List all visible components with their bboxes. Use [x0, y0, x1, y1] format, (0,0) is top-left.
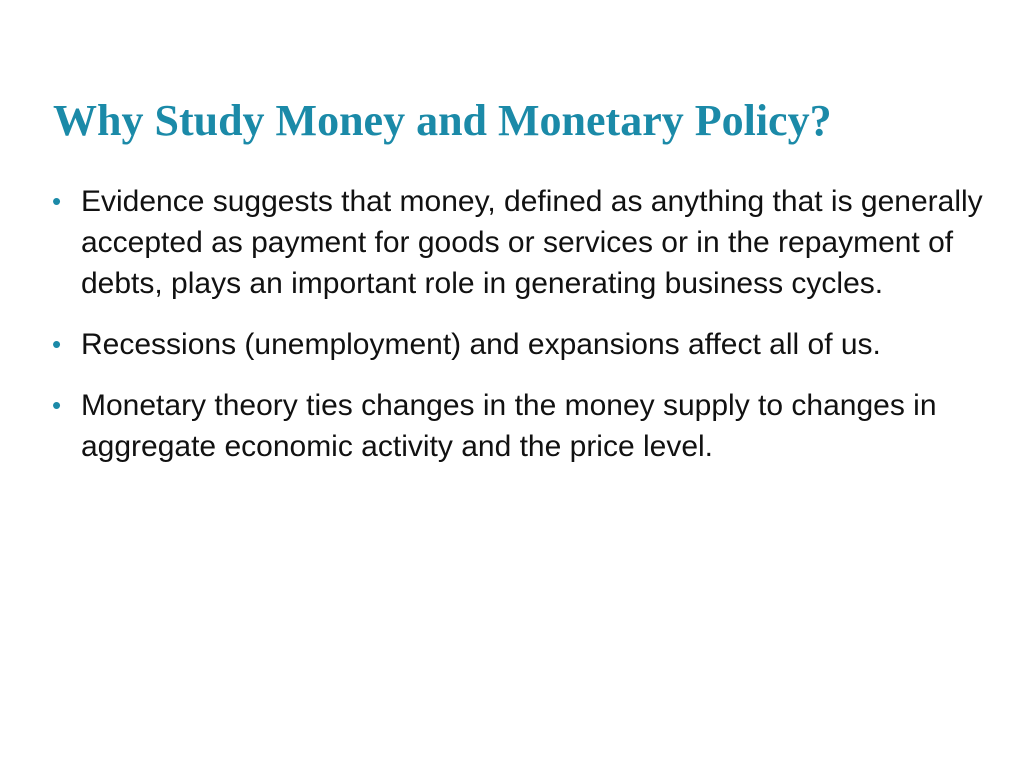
bullet-icon: • — [52, 390, 62, 420]
bullet-text: Evidence suggests that money, defined as anything that is generally accepted as payment for goods or services or in the repayment of debts, plays an important role in generating business cycles. — [81, 185, 983, 300]
bullet-item-monetary-theory — [50, 385, 1000, 467]
slide-title: Why Study Money and Monetary Policy? — [53, 96, 832, 145]
bullet-icon: • — [52, 329, 62, 359]
bullet-text: Monetary theory ties changes in the money supply to changes in aggregate economic activity and the price level. — [81, 389, 937, 463]
bullet-list — [50, 181, 1000, 487]
bullet-item-recessions — [50, 324, 1000, 365]
bullet-text: Recessions (unemployment) and expansions affect all of us. — [81, 328, 881, 361]
bullet-item-evidence — [50, 181, 1000, 304]
bullet-icon: • — [52, 186, 62, 216]
